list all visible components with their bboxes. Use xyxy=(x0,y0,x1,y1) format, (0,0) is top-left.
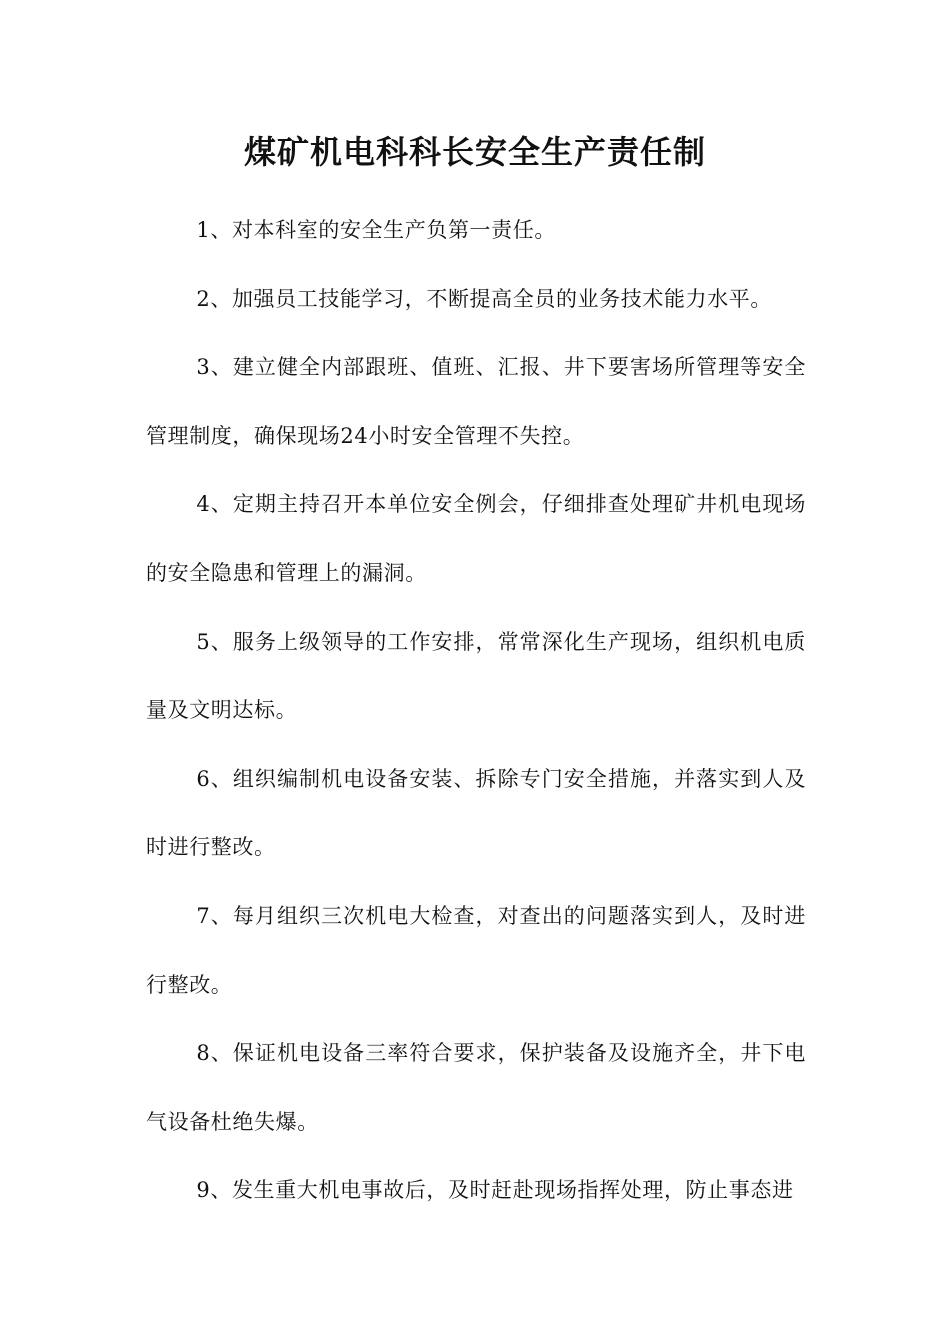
paragraph-4: 4、定期主持召开本单位安全例会，仔细排查处理矿井机电现场的安全隐患和管理上的漏洞。 xyxy=(146,492,806,585)
paragraph-3: 3、建立健全内部跟班、值班、汇报、井下要害场所管理等安全管理制度，确保现场24小时安全管理不失控。 xyxy=(146,355,806,448)
paragraph-2: 2、加强员工技能学习，不断提高全员的业务技术能力水平。 xyxy=(196,286,772,311)
document-title: 煤矿机电科科长安全生产责任制 xyxy=(243,133,706,171)
paragraph-6: 6、组织编制机电设备安装、拆除专门安全措施，并落实到人及时进行整改。 xyxy=(146,766,806,860)
paragraph-7: 7、每月组织三次机电大检查，对查出的问题落实到人，及时进行整改。 xyxy=(146,903,806,997)
paragraph-5: 5、服务上级领导的工作安排，常常深化生产现场，组织机电质量及文明达标。 xyxy=(146,629,806,723)
paragraph-1: 1、对本科室的安全生产负第一责任。 xyxy=(196,218,556,242)
paragraph-8: 8、保证机电设备三率符合要求，保护装备及设施齐全，井下电气设备杜绝失爆。 xyxy=(146,1041,806,1134)
paragraph-9: 9、发生重大机电事故后，及时赶赴现场指挥处理，防止事态进 xyxy=(196,1178,794,1203)
document-body xyxy=(146,196,806,1225)
